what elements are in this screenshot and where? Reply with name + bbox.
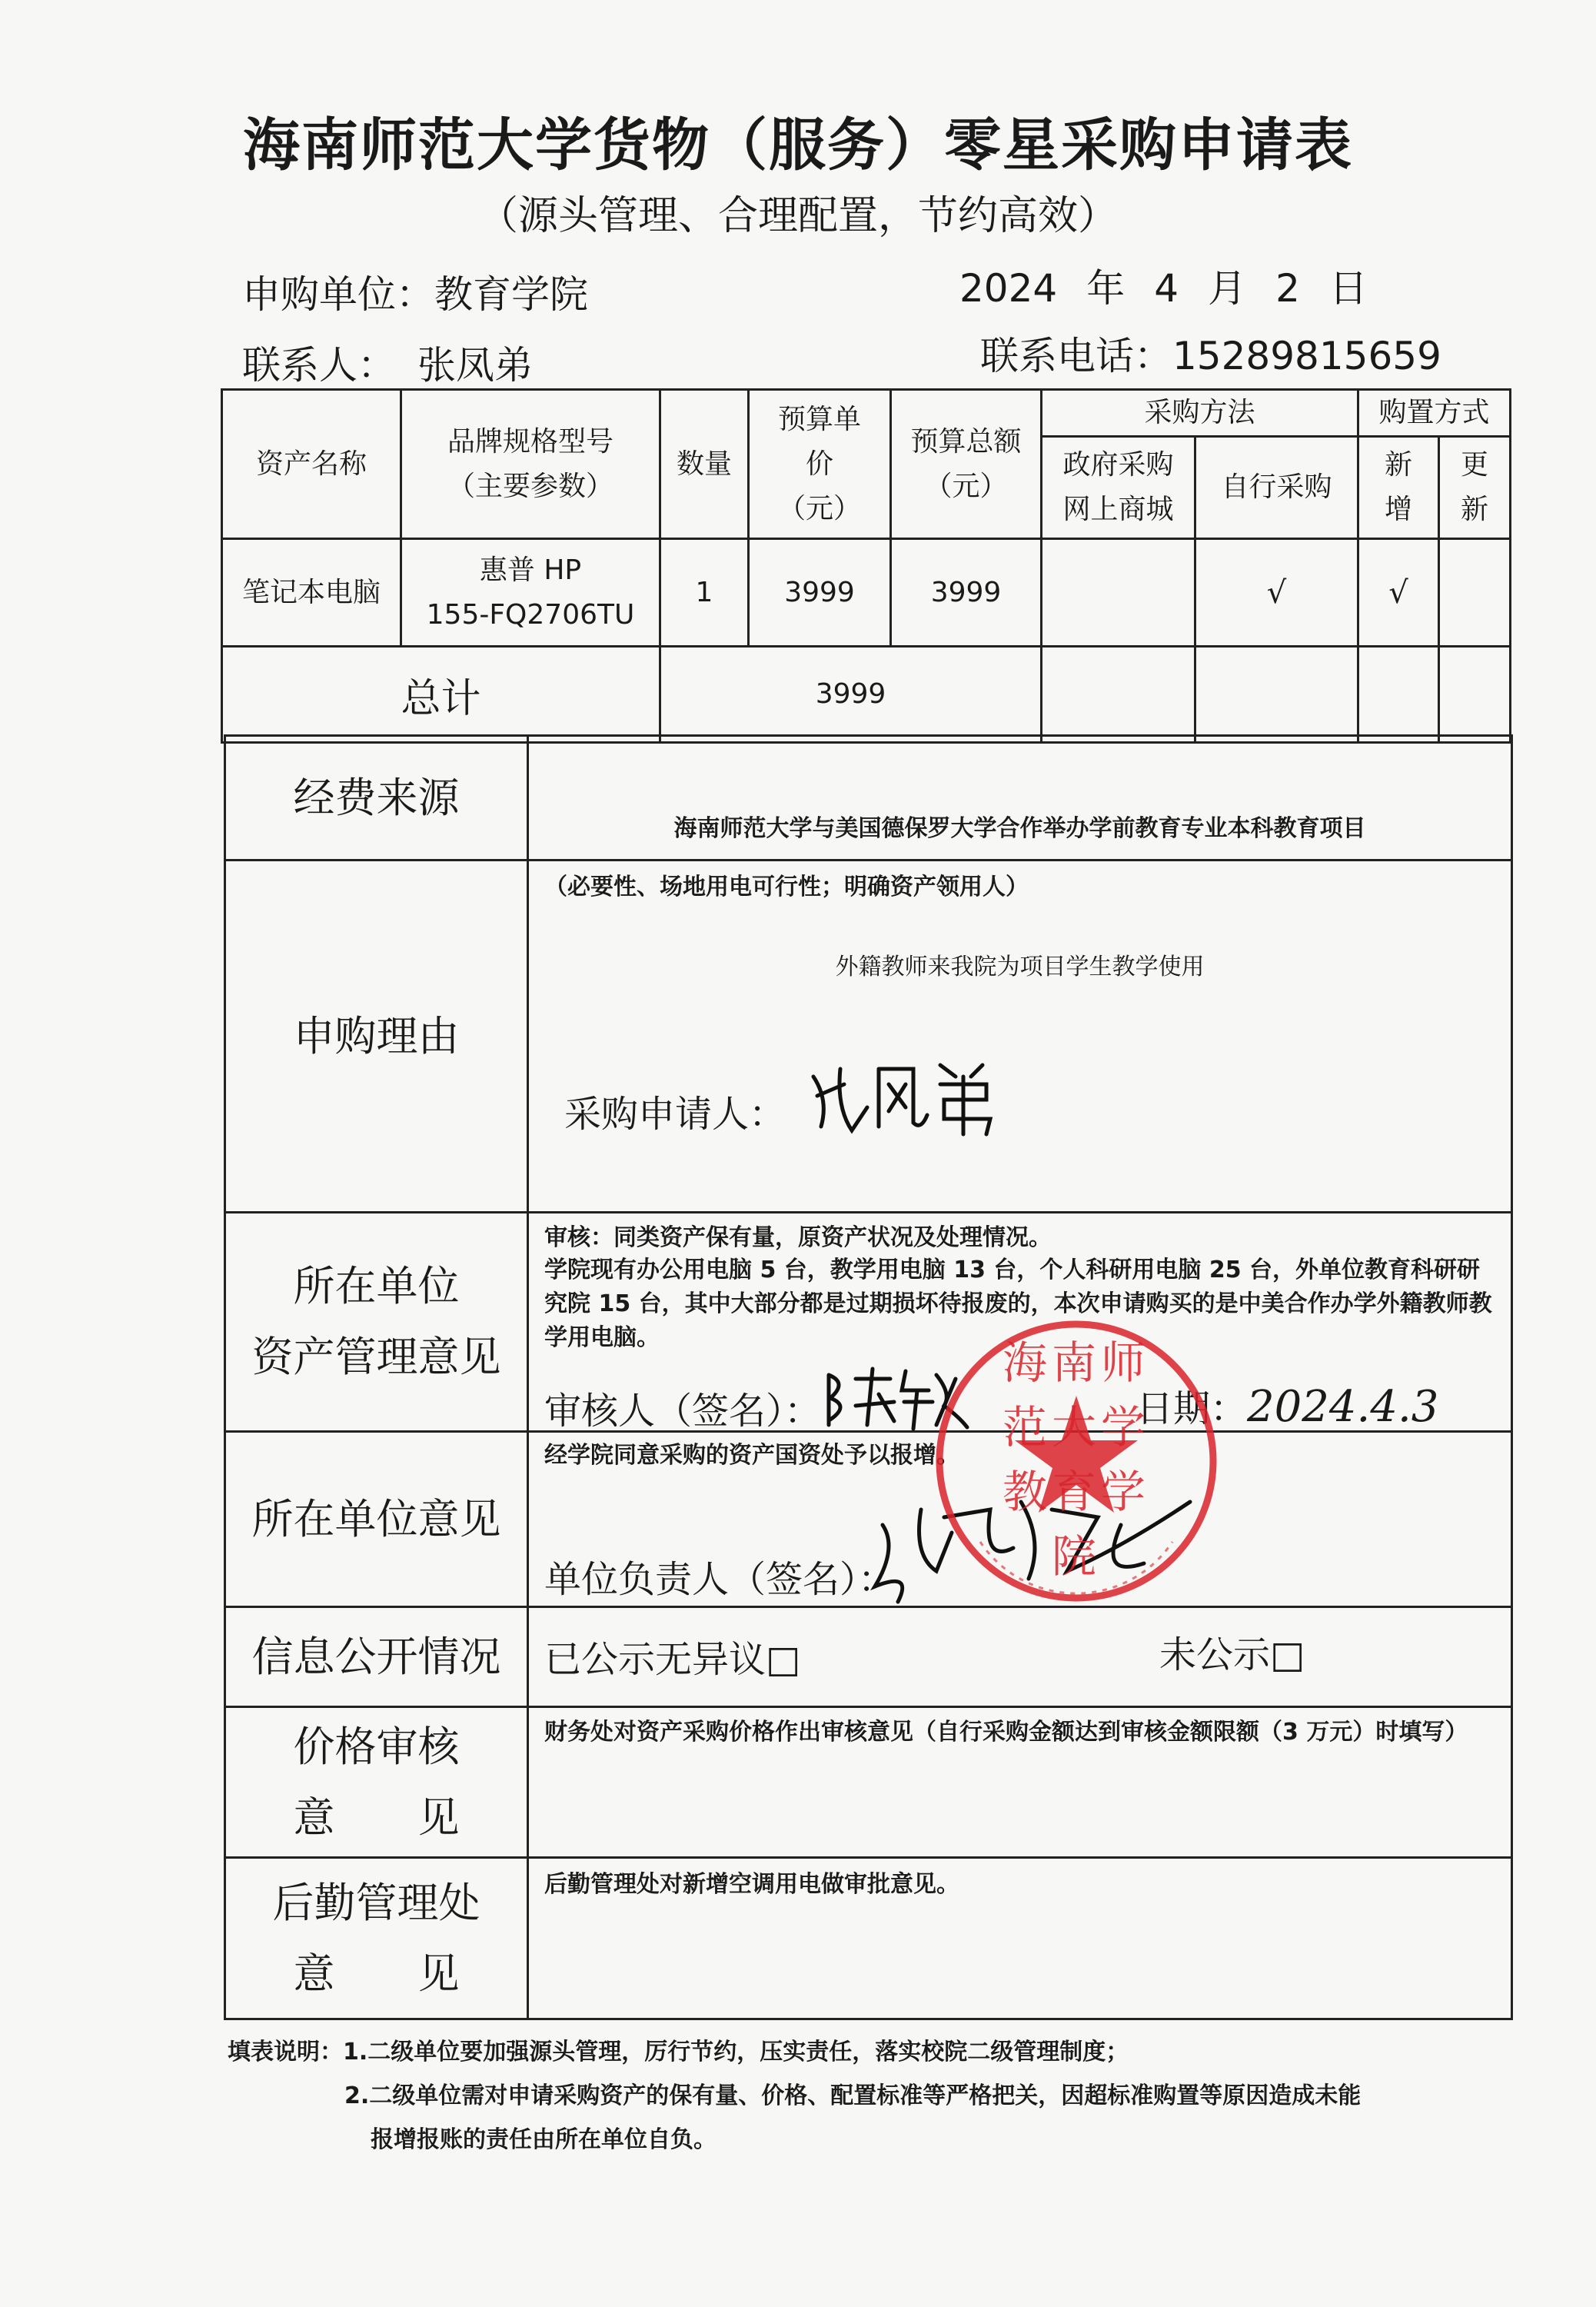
row-method-self-check: √ [1195, 539, 1358, 647]
unit-opinion-text: 经学院同意采购的资产国资处予以报增。 [544, 1442, 959, 1469]
phone-value: 15289815659 [1172, 334, 1441, 378]
price-review-label [225, 1707, 528, 1858]
header-quantity: 数量 [660, 390, 749, 539]
header-buy-new-line1: 新 [1385, 449, 1413, 481]
reason-label: 申购理由 [225, 861, 528, 1213]
total-blank-4 [1439, 647, 1511, 743]
note-line-1: 填表说明：1.二级单位要加强源头管理，厉行节约，压实责任，落实校院二级管理制度； [228, 2039, 1129, 2066]
date-day: 2 [1275, 266, 1300, 311]
row-spec-line1: 惠普 HP [479, 554, 582, 586]
header-method-self: 自行采购 [1195, 437, 1358, 539]
note-line-2: 2.二级单位需对申请采购资产的保有量、价格、配置标准等严格把关，因超标准购置等原因造成未能 [344, 2082, 1362, 2109]
date-line [959, 258, 1390, 313]
price-review-cell [528, 1707, 1512, 1858]
day-char: 日 [1328, 266, 1368, 311]
total-value: 3999 [660, 647, 1042, 743]
asset-opinion-label-line2: 资产管理意见 [251, 1333, 501, 1381]
header-buy-new [1358, 437, 1439, 539]
contact-value: 张凤弟 [417, 343, 533, 388]
applicant-signature [806, 1054, 1006, 1138]
header-method-gov-line1: 政府采购 [1062, 449, 1174, 481]
logistics-label-line2: 意 见 [293, 1949, 460, 1998]
price-review-label-line2: 意 见 [293, 1793, 460, 1842]
purchase-table [221, 388, 1511, 744]
header-method-gov-line2: 网上商城 [1062, 494, 1174, 525]
header-asset-name: 资产名称 [222, 390, 401, 539]
reason-hint: （必要性、场地用电可行性；明确资产领用人） [544, 874, 1029, 900]
asset-audit-text: 学院现有办公用电脑 5 台，教学用电脑 13 台，个人科研用电脑 25 台，外单位教育科研研究院 15 台，其中大部分都是过期损坏待报废的，本次申请购买的是中美合作办学外籍教师教学用电脑。 [544, 1257, 1492, 1351]
row-buy-new-check: √ [1358, 539, 1439, 647]
unit-label: 申购单位： [242, 272, 434, 317]
row-quantity: 1 [660, 539, 749, 647]
disclosure-cell [528, 1607, 1512, 1707]
phone-label: 联系电话： [980, 334, 1172, 378]
header-method-gov [1042, 437, 1195, 539]
header-total-price [891, 390, 1042, 539]
row-spec-line2: 155-FQ2706TU [426, 598, 635, 631]
row-unit-price: 3999 [749, 539, 891, 647]
disclosure-label: 信息公开情况 [225, 1607, 528, 1707]
header-brand-spec-line1: 品牌规格型号 [447, 425, 613, 458]
note-line-3: 报增报账的责任由所在单位自负。 [371, 2126, 717, 2153]
form-title: 海南师范大学货物（服务）零星采购申请表 [243, 112, 1353, 178]
form-subtitle: （源头管理、合理配置，节约高效） [477, 193, 1118, 239]
fund-value: 海南师范大学与美国德保罗大学合作举办学前教育专业本科教育项目 [673, 815, 1366, 842]
audit-date-label: 日期： [1136, 1387, 1248, 1430]
logistics-text: 后勤管理处对新增空调用电做审批意见。 [544, 1871, 959, 1898]
date-year: 2024 [959, 266, 1058, 311]
unit-value: 教育学院 [434, 272, 588, 317]
disclosure-option-published: 已公示无异议□ [544, 1638, 801, 1681]
reason-value: 外籍教师来我院为项目学生教学使用 [835, 954, 1205, 980]
header-buy-update [1439, 437, 1511, 539]
row-method-gov [1042, 539, 1195, 647]
total-blank-2 [1195, 647, 1358, 743]
disclosure-option-unpublished: 未公示□ [1159, 1633, 1305, 1676]
auditor-label: 审核人（签名）： [544, 1390, 822, 1433]
row-total-price: 3999 [891, 539, 1042, 647]
contact-label: 联系人： [242, 343, 396, 388]
asset-opinion-label-line1: 所在单位 [293, 1262, 460, 1310]
header-brand-spec [401, 390, 660, 539]
header-unit-price [749, 390, 891, 539]
fund-label: 经费来源 [225, 736, 528, 861]
header-unit-price-line3: （元） [777, 492, 861, 524]
row-buy-update-check [1439, 539, 1511, 647]
total-label: 总计 [222, 647, 660, 743]
row-spec [401, 539, 660, 647]
header-total-price-line1: 预算总额 [910, 425, 1022, 458]
header-total-price-line2: （元） [924, 470, 1008, 502]
year-char: 年 [1086, 266, 1126, 311]
row-asset-name: 笔记本电脑 [222, 539, 401, 647]
reason-cell [528, 861, 1512, 1213]
price-review-label-line1: 价格审核 [293, 1722, 460, 1771]
header-buy-update-line2: 新 [1461, 494, 1489, 525]
logistics-label-line1: 后勤管理处 [272, 1878, 480, 1927]
month-char: 月 [1208, 266, 1247, 311]
header-unit-price-line1: 预算单 [777, 403, 861, 435]
audit-date-value: 2024.4.3 [1247, 1382, 1439, 1432]
fund-cell [528, 736, 1512, 861]
header-method: 采购方法 [1042, 390, 1358, 437]
applicant-label: 采购申请人： [564, 1093, 786, 1136]
header-brand-spec-line2: （主要参数） [447, 470, 613, 502]
price-review-text: 财务处对资产采购价格作出审核意见（自行采购金额达到审核金额限额（3 万元）时填写） [544, 1719, 1468, 1746]
total-blank-3 [1358, 647, 1439, 743]
total-blank-1 [1042, 647, 1195, 743]
seal-text: 海南师范大学教育学院 [1002, 1337, 1150, 1583]
unit-head-label: 单位负责人（签名）： [544, 1558, 896, 1601]
phone-line [980, 325, 1441, 381]
asset-audit-title: 审核：同类资产保有量，原资产状况及处理情况。 [544, 1224, 1052, 1251]
unit-opinion-label: 所在单位意见 [225, 1432, 528, 1607]
header-buy-new-line2: 增 [1385, 494, 1413, 525]
approval-table [224, 734, 1513, 2020]
header-buy-update-line1: 更 [1461, 449, 1489, 481]
table-row [222, 539, 1511, 647]
unit-line [242, 264, 588, 319]
asset-opinion-label [225, 1213, 528, 1432]
header-unit-price-line2: 价 [805, 448, 833, 480]
contact-line [242, 335, 533, 390]
date-month: 4 [1154, 266, 1179, 311]
logistics-label [225, 1858, 528, 2019]
logistics-cell [528, 1858, 1512, 2019]
header-buy-type: 购置方式 [1358, 390, 1511, 437]
